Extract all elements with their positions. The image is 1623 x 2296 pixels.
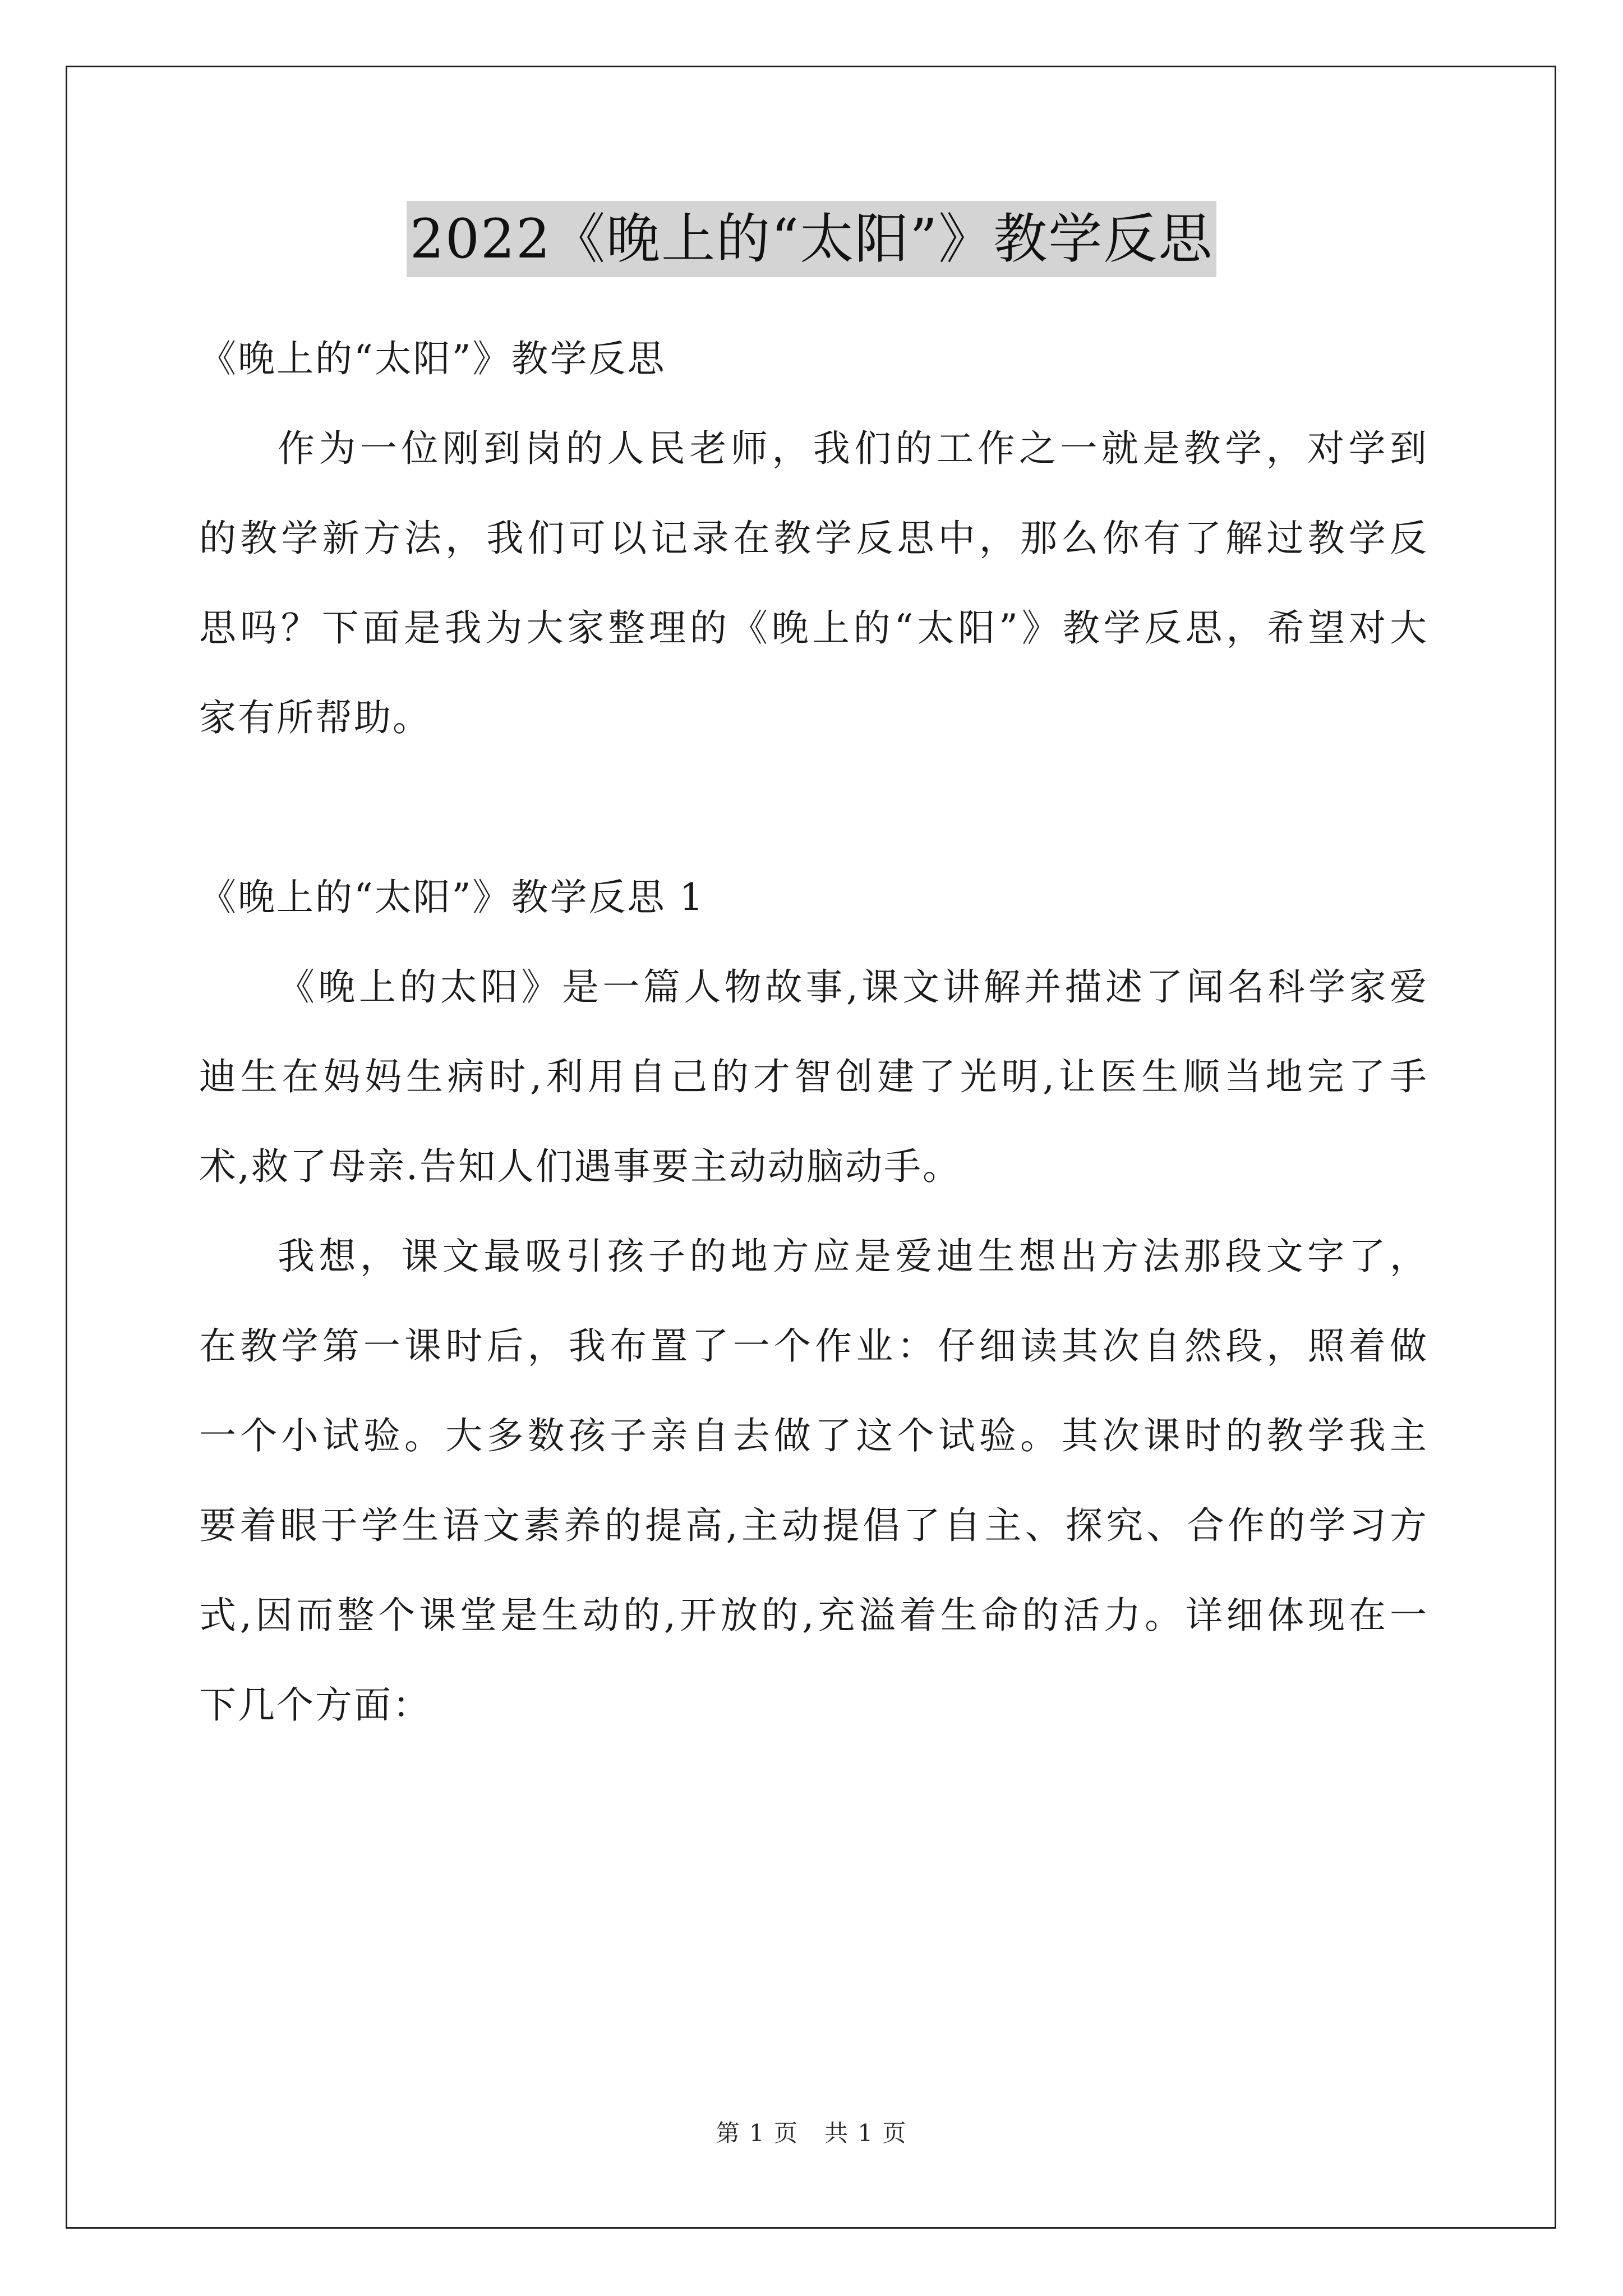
paragraph-spacer <box>199 763 1428 853</box>
section-heading: 《晚上的“太阳”》教学反思 1 <box>199 876 705 919</box>
paragraph-line: 《晚上的太阳》是一篇人物故事,课文讲解并描述了闻名科学家爱 <box>278 965 1428 1009</box>
page-number: 第 1 页 <box>716 2119 799 2147</box>
intro-line: 的教学新方法，我们可以记录在教学反思中，那么你有了解过教学反 <box>199 517 1428 560</box>
intro-line: 作为一位刚到岗的人民老师，我们的工作之一就是教学，对学到 <box>278 427 1428 470</box>
paragraph-line: 在教学第一课时后，我布置了一个作业：仔细读其次自然段，照着做 <box>199 1324 1428 1368</box>
intro-heading: 《晚上的“太阳”》教学反思 <box>199 337 666 380</box>
intro-line: 家有所帮助。 <box>199 696 431 739</box>
paragraph-line: 要着眼于学生语文素养的提高,主动提倡了自主、探究、合作的学习方 <box>199 1504 1428 1547</box>
paragraph-line: 下几个方面： <box>199 1683 431 1727</box>
paragraph-line: 一个小试验。大多数孩子亲自去做了这个试验。其次课时的教学我主 <box>199 1414 1428 1457</box>
document-title: 2022《晚上的“太阳”》教学反思 <box>407 201 1216 277</box>
paragraph-line: 式,因而整个课堂是生动的,开放的,充溢着生命的活力。详细体现在一 <box>199 1594 1428 1637</box>
page-footer <box>0 2115 1623 2148</box>
paragraph-line: 术,救了母亲.告知人们遇事要主动动脑动手。 <box>199 1145 961 1188</box>
paragraph-line: 迪生在妈妈生病时,利用自己的才智创建了光明,让医生顺当地完了手 <box>199 1055 1428 1098</box>
document-body <box>199 314 1428 1750</box>
paragraph-line: 我想，课文最吸引孩子的地方应是爱迪生想出方法那段文字了， <box>278 1235 1428 1278</box>
title-container <box>0 201 1623 277</box>
page-total: 共 1 页 <box>824 2119 907 2147</box>
intro-line: 思吗？下面是我为大家整理的《晚上的“太阳”》教学反思，希望对大 <box>199 606 1428 650</box>
